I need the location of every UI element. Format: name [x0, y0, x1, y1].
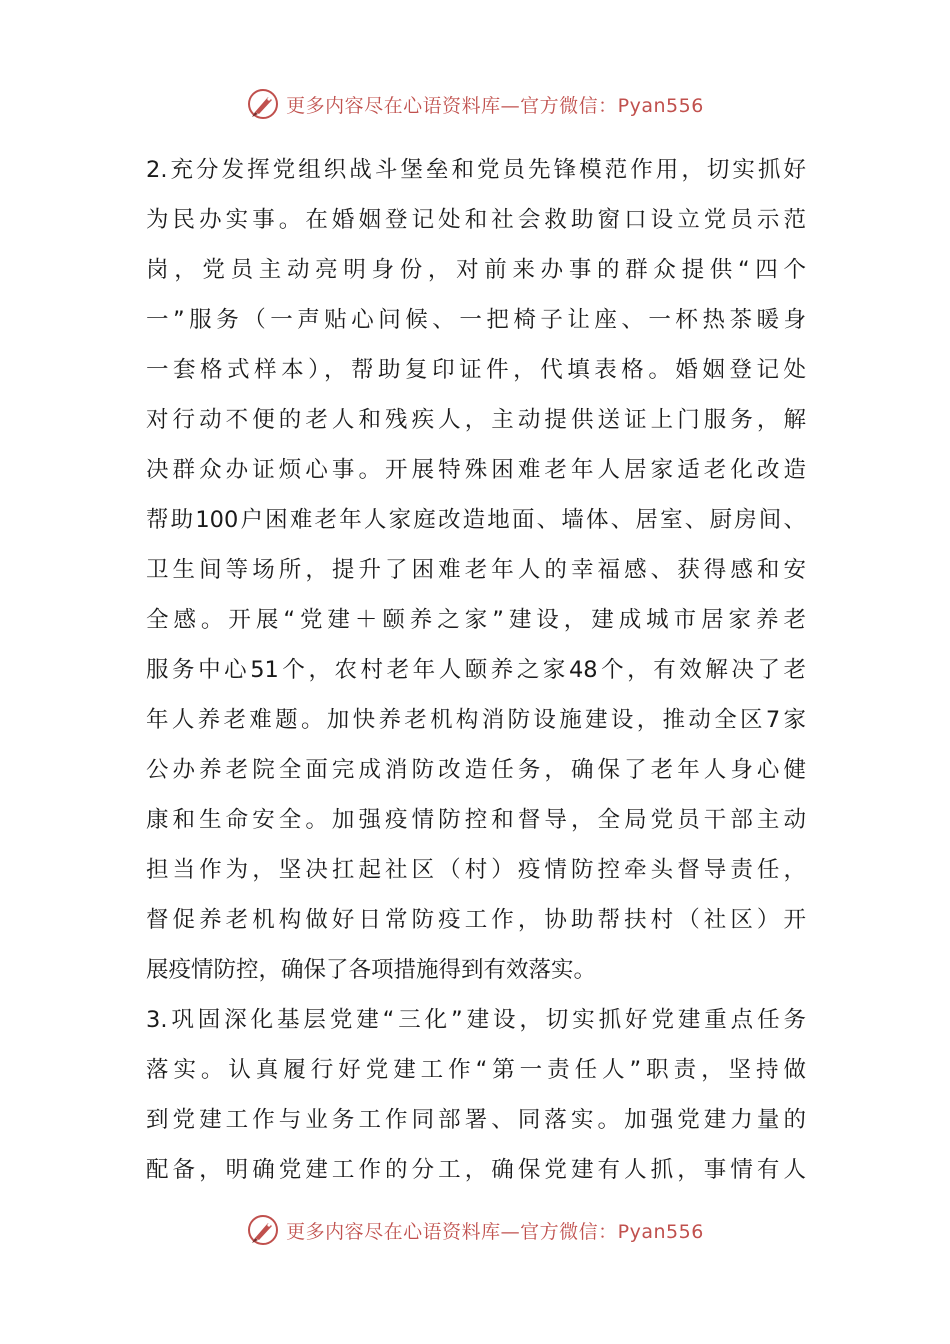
header-banner [0, 84, 950, 124]
body-line: 展疫情防控，确保了各项措施得到有效落实。 [146, 957, 597, 983]
body-line: 对行动不便的老人和残疾人，主动提供送证上门服务，解 [146, 407, 806, 433]
footer-banner [0, 1210, 950, 1250]
body-line: 年人养老难题。加快养老机构消防设施建设，推动全区7家 [146, 707, 806, 733]
body-line: 3.巩固深化基层党建“三化”建设，切实抓好党建重点任务 [146, 1007, 806, 1033]
body-line: 服务中心51个，农村老年人颐养之家48个，有效解决了老 [146, 657, 806, 683]
body-line: 卫生间等场所，提升了困难老年人的幸福感、获得感和安 [146, 557, 806, 583]
document-body [146, 145, 806, 1195]
body-line: 康和生命安全。加强疫情防控和督导，全局党员干部主动 [146, 807, 806, 833]
header-banner-text: 更多内容尽在心语资料库—官方微信：Pyan556 [286, 94, 704, 117]
wechat-id: Pyan556 [617, 94, 704, 117]
body-line: 岗，党员主动亮明身份，对前来办事的群众提供“四个 [146, 257, 806, 283]
body-line: 帮助100户困难老年人家庭改造地面、墙体、居室、厨房间、 [146, 507, 806, 533]
footer-banner-text: 更多内容尽在心语资料库—官方微信：Pyan556 [286, 1220, 704, 1243]
body-line: 全感。开展“党建＋颐养之家”建设，建成城市居家养老 [146, 607, 806, 633]
body-line: 担当作为，坚决扛起社区（村）疫情防控牵头督导责任， [146, 857, 806, 883]
body-line: 督促养老机构做好日常防疫工作，协助帮扶村（社区）开 [146, 907, 806, 933]
body-line: 公办养老院全面完成消防改造任务，确保了老年人身心健 [146, 757, 806, 783]
wechat-id: Pyan556 [617, 1220, 704, 1243]
body-line: 一套格式样本），帮助复印证件，代填表格。婚姻登记处 [146, 357, 806, 383]
body-line: 2.充分发挥党组织战斗堡垒和党员先锋模范作用，切实抓好 [146, 157, 806, 183]
body-line: 一”服务（一声贴心问候、一把椅子让座、一杯热茶暖身 [146, 307, 806, 333]
pen-nib-logo-icon [246, 1213, 280, 1247]
body-line: 落实。认真履行好党建工作“第一责任人”职责，坚持做 [146, 1057, 806, 1083]
body-line: 为民办实事。在婚姻登记处和社会救助窗口设立党员示范 [146, 207, 806, 233]
body-line: 到党建工作与业务工作同部署、同落实。加强党建力量的 [146, 1107, 806, 1133]
pen-nib-logo-icon [246, 87, 280, 121]
body-line: 决群众办证烦心事。开展特殊困难老年人居家适老化改造 [146, 457, 806, 483]
body-line: 配备，明确党建工作的分工，确保党建有人抓，事情有人 [146, 1157, 806, 1183]
